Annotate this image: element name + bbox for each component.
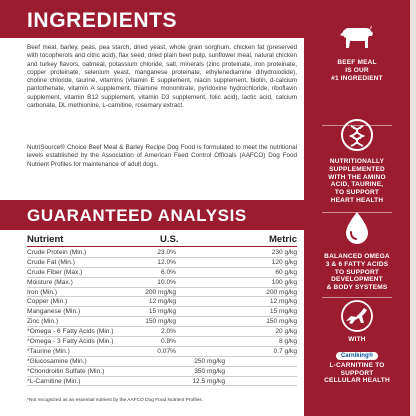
value-us: 6.0% xyxy=(160,268,176,276)
column-metric: Metric xyxy=(269,234,297,245)
value-metric: 15 mg/kg xyxy=(269,308,297,316)
feature-divider xyxy=(322,297,392,298)
nutrient-name: *L-Carnitine (Min.) xyxy=(27,377,81,385)
value-us: 200 mg/kg xyxy=(145,288,176,296)
value-metric: 12.5 mg/kg xyxy=(192,377,225,385)
feature-taurine xyxy=(304,118,410,205)
nutrient-name: Crude Fiber (Max.) xyxy=(27,268,83,276)
table-row xyxy=(27,347,297,357)
table-row xyxy=(27,307,297,317)
feature-l-carnitine xyxy=(304,299,410,385)
feature-taurine-line-3: WITH THE AMINO xyxy=(328,173,386,181)
value-us: 2.0% xyxy=(160,328,176,336)
nutrient-name: *Taurine (Min.) xyxy=(27,347,70,355)
value-metric: 20 g/kg xyxy=(275,328,297,336)
value-us: 150 mg/kg xyxy=(145,318,176,326)
value-metric: 200 mg/kg xyxy=(266,288,297,296)
feature-omega-line-3: TO SUPPORT xyxy=(334,268,380,276)
feature-taurine-line-6: HEART HEALTH xyxy=(330,196,384,204)
column-nutrient: Nutrient xyxy=(27,234,64,245)
panel-edge xyxy=(410,0,416,416)
table-row xyxy=(27,337,297,347)
feature-beef-line-2: IS OUR xyxy=(345,66,369,74)
table-row xyxy=(27,297,297,307)
nutrient-name: Copper (Min.) xyxy=(27,298,68,306)
value-us: 23.0% xyxy=(157,249,176,256)
nutrient-name: Moisture (Max.) xyxy=(27,278,73,286)
value-metric: 12 mg/kg xyxy=(269,298,297,306)
value-us: 12 mg/kg xyxy=(148,298,176,306)
nutrient-name: Zinc (Min.) xyxy=(27,318,59,326)
feature-taurine-line-2: SUPPLEMENTED xyxy=(329,165,385,173)
feature-omega-line-1: BALANCED OMEGA xyxy=(324,253,390,260)
value-metric: 120 g/kg xyxy=(271,258,297,266)
value-metric: 8 g/kg xyxy=(279,338,297,346)
feature-carnitine-line-2: SUPPORT xyxy=(340,369,374,377)
value-metric: 350 mg/kg xyxy=(194,367,225,375)
table-row xyxy=(27,248,297,258)
value-us: 12.0% xyxy=(157,258,176,266)
table-row xyxy=(27,367,297,377)
table-row xyxy=(27,327,297,337)
feature-omega xyxy=(304,210,410,292)
analysis-footnote: *Not recognized as an essential nutrient by the AAFCO Dog Food Nutrient Profiles. xyxy=(27,398,203,403)
value-metric: 230 g/kg xyxy=(271,249,297,256)
value-us: 10.0% xyxy=(157,278,176,286)
table-row xyxy=(27,357,297,367)
table-row xyxy=(27,278,297,288)
feature-taurine-line-5: TO SUPPORT xyxy=(334,189,380,197)
nutrient-name: *Glucosamine (Min.) xyxy=(27,357,87,365)
carniking-logo: Carniking® xyxy=(336,352,378,360)
value-metric: 150 mg/kg xyxy=(266,318,297,326)
ingredients-heading: INGREDIENTS xyxy=(0,0,304,38)
oil-drop-icon xyxy=(341,210,373,246)
running-dog-icon xyxy=(340,299,374,333)
value-us: 0.07% xyxy=(157,347,176,355)
nutrient-name: Iron (Min.) xyxy=(27,288,58,296)
nutrient-name: Crude Fat (Min.) xyxy=(27,258,75,266)
nutrient-name: *Omega - 6 Fatty Acids (Min.) xyxy=(27,328,114,336)
value-metric: 100 g/kg xyxy=(271,278,297,286)
feature-taurine-line-1: NUTRITIONALLY xyxy=(329,158,385,165)
value-metric: 60 g/kg xyxy=(275,268,297,276)
column-us: U.S. xyxy=(160,234,179,245)
table-row xyxy=(27,288,297,298)
table-row xyxy=(27,377,297,387)
aafco-statement: NutriSource® Choice Beef Meal & Barley Recipe Dog Food is formulated to meet the nutritional levels established by the Association of American Feed Control Officials (AAFCO) Dog Food Nutrient Profiles for maintenance of adult dogs. xyxy=(27,144,297,168)
analysis-header-rule xyxy=(27,246,297,247)
nutrient-name: Crude Protein (Min.) xyxy=(27,249,87,256)
feature-omega-line-5: & BODY SYSTEMS xyxy=(326,284,388,292)
cow-icon xyxy=(339,22,375,50)
feature-taurine-line-4: ACID, TAURINE, xyxy=(330,181,384,189)
value-us: 15 mg/kg xyxy=(148,308,176,316)
feature-omega-line-2: 3 & 6 FATTY ACIDS xyxy=(325,260,389,268)
value-us: 0.8% xyxy=(160,338,176,346)
feature-beef-line-1: BEEF MEAL xyxy=(337,59,377,66)
value-metric: 0.7 g/kg xyxy=(273,347,297,355)
feature-carnitine-line-1: L-CARNITINE TO xyxy=(329,361,385,369)
value-metric: 250 mg/kg xyxy=(194,357,225,365)
analysis-table xyxy=(27,248,297,386)
nutrient-name: Manganese (Min.) xyxy=(27,308,81,316)
table-row xyxy=(27,268,297,278)
feature-carnitine-with: WITH xyxy=(348,336,366,343)
feature-beef-meal xyxy=(304,22,410,82)
ingredients-list: Beef meal, barley, peas, pea starch, dried yeast, whole grain sorghum, chicken fat (preserved with tocopherols and citric acid), flax seed, dried plain beet pulp, sunflower meal, natural chicken and turkey flavors, oatmeal, potassium chloride, salt, minerals (zinc proteinate, iron proteinate, copper proteinate, selenium yeast, manganese proteinate, ethylenediamine dihydroiodide), choline chloride, taurine, vitamins (vitamin E supplement, niacin supplement, biotin, d-calcium pantothenate, vitamin A supplement, thiamine mononitrate, pyridoxine hydrochloride, riboflavin supplement, vitamin B12 supplement, vitamin D3 supplement, folic acid), lactic acid, calcium carbonate, DL methionine, L-carnitine, rosemary extract. xyxy=(27,44,297,110)
feature-carnitine-line-3: CELLULAR HEALTH xyxy=(324,377,390,385)
dna-icon xyxy=(340,118,374,152)
feature-beef-line-3: #1 INGREDIENT xyxy=(331,74,383,82)
table-row xyxy=(27,317,297,327)
nutrient-name: *Omega - 3 Fatty Acids (Min.) xyxy=(27,338,114,346)
feature-omega-line-4: DEVELOPMENT xyxy=(331,276,383,284)
table-row xyxy=(27,258,297,268)
nutrient-name: *Chondroitin Sulfate (Min.) xyxy=(27,367,105,375)
guaranteed-analysis-heading: GUARANTEED ANALYSIS xyxy=(0,200,304,230)
